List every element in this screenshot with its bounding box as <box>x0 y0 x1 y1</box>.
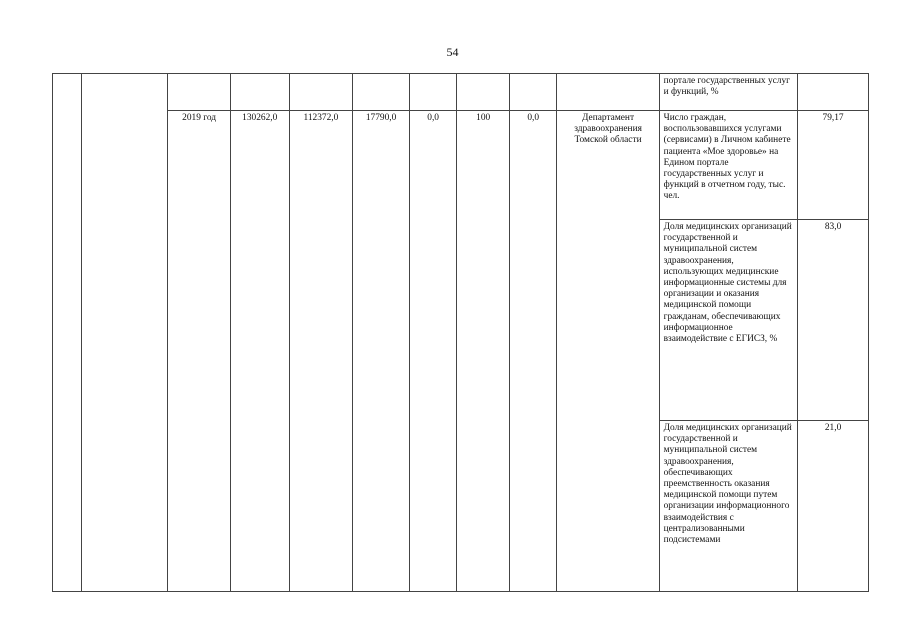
regional-cell: 17790,0 <box>353 111 410 592</box>
indicator-value: 79,17 <box>798 111 869 220</box>
table-row <box>53 111 869 220</box>
table-cell <box>168 74 231 111</box>
table-row <box>53 74 869 111</box>
table-cell <box>289 74 353 111</box>
table-cell <box>509 74 557 111</box>
indicator-value: 21,0 <box>798 421 869 592</box>
executor-cell: Департамент здравоохранения Томской области <box>557 111 659 592</box>
indicator-value <box>798 74 869 111</box>
local-cell: 0,0 <box>409 111 457 592</box>
table-cell <box>457 74 510 111</box>
table-cell <box>230 74 289 111</box>
percent-cell: 100 <box>457 111 510 592</box>
program-table <box>52 73 869 592</box>
federal-cell: 112372,0 <box>289 111 353 592</box>
indicator-text: портале государственных услуг и функций, % <box>659 74 798 111</box>
other-cell: 0,0 <box>509 111 557 592</box>
indicator-text: Доля медицинских организаций государственной и муниципальной систем здравоохранения, обеспечивающих преемственность оказания медицинской помощи путем организации информационного взаимодействия с централизованными подсистемами <box>659 421 798 592</box>
year-cell: 2019 год <box>168 111 231 592</box>
table-cell <box>409 74 457 111</box>
table-cell <box>557 74 659 111</box>
indicator-value: 83,0 <box>798 220 869 421</box>
table-cell <box>82 74 168 592</box>
table-cell <box>53 74 82 592</box>
page-number: 54 <box>446 45 459 59</box>
indicator-text: Доля медицинских организаций государственной и муниципальной систем здравоохранения, использующих медицинские информационные системы для организации и оказания медицинской помощи гражданам, обеспечивающих информационное взаимодействие с ЕГИСЗ, % <box>659 220 798 421</box>
table-cell <box>353 74 410 111</box>
indicator-text: Число граждан, воспользовавшихся услугами (сервисами) в Личном кабинете пациента «Мое здоровье» на Едином портале государственных услуг и функций в отчетном году, тыс. чел. <box>659 111 798 220</box>
total-cell: 130262,0 <box>230 111 289 592</box>
